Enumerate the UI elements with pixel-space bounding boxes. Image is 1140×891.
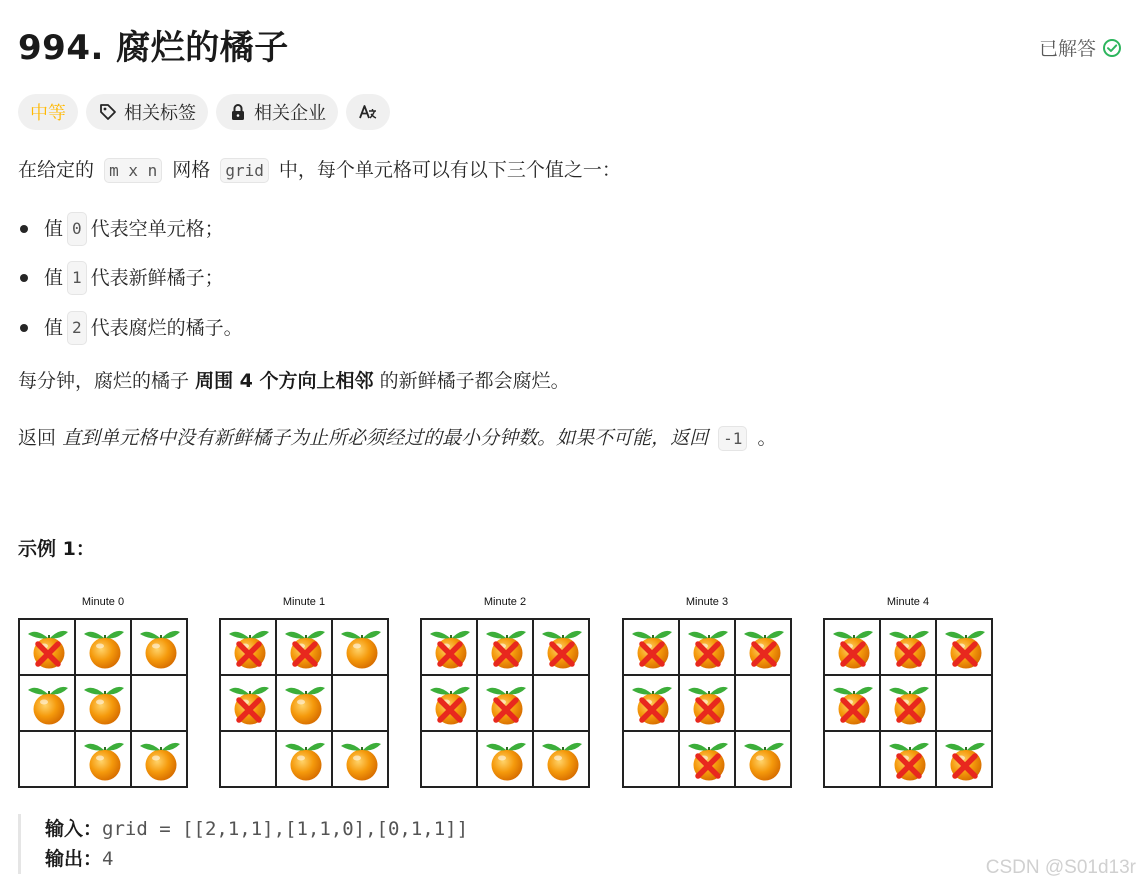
rotten-orange-cell	[824, 619, 880, 675]
solved-label: 已解答	[1038, 38, 1096, 60]
list-item	[18, 311, 243, 345]
code-minus-one: -1	[718, 426, 747, 451]
rotten-orange-cell	[623, 675, 679, 731]
fresh-orange-cell	[477, 731, 533, 787]
rotten-orange-cell	[623, 619, 679, 675]
bullet-dot	[20, 324, 28, 332]
minute-label: Minute 3	[685, 596, 729, 608]
rule-bold-text: 周围 4 个方向上相邻	[195, 370, 374, 392]
fresh-orange-cell	[131, 619, 187, 675]
fresh-orange-cell	[75, 619, 131, 675]
empty-cell	[421, 731, 477, 787]
rotten-orange-cell	[477, 675, 533, 731]
empty-cell	[19, 731, 75, 787]
minute-label: Minute 2	[483, 596, 527, 608]
orange-grid	[18, 618, 188, 788]
empty-cell	[131, 675, 187, 731]
empty-cell	[824, 731, 880, 787]
tag-icon	[98, 102, 118, 122]
intro-text-mid: 网格	[172, 159, 211, 181]
rotten-orange-cell	[679, 619, 735, 675]
return-text: 返回	[18, 427, 57, 449]
output-value: 4	[102, 848, 114, 870]
fresh-orange-cell	[75, 675, 131, 731]
return-italic-text: 直到单元格中没有新鲜橘子为止所必须经过的最小分钟数。如果不可能，返回	[62, 427, 709, 449]
fresh-orange-cell	[276, 675, 332, 731]
rotten-orange-cell	[19, 619, 75, 675]
fresh-orange-cell	[332, 731, 388, 787]
fresh-orange-cell	[332, 619, 388, 675]
watermark: CSDN @S01d13r	[985, 857, 1136, 878]
rotten-orange-cell	[679, 731, 735, 787]
rotten-orange-cell	[880, 731, 936, 787]
fresh-orange-cell	[19, 675, 75, 731]
code-grid: grid	[220, 158, 269, 183]
input-label: 输入：	[45, 818, 103, 840]
orange-grid	[420, 618, 590, 788]
rule-text-post: 的新鲜橘子都会腐烂。	[379, 370, 570, 392]
empty-cell	[735, 675, 791, 731]
rotten-orange-cell	[936, 731, 992, 787]
bullet-text: 代表腐烂的橘子。	[90, 317, 243, 339]
rotten-orange-cell	[880, 619, 936, 675]
bullet-code: 2	[67, 311, 87, 345]
bullet-text: 代表空单元格；	[90, 218, 224, 240]
problem-title: 994. 腐烂的橘子	[18, 28, 289, 68]
bullet-text: 值	[44, 218, 64, 240]
related-companies-label: 相关企业	[254, 103, 326, 124]
minute-panel	[622, 594, 792, 788]
return-text-post: 。	[757, 427, 777, 449]
empty-cell	[936, 675, 992, 731]
bullet-text: 值	[44, 267, 64, 289]
orange-grid	[622, 618, 792, 788]
fresh-orange-cell	[735, 731, 791, 787]
example-title: 示例 1：	[18, 538, 95, 560]
check-circle-icon	[1102, 38, 1122, 58]
orange-grid	[823, 618, 993, 788]
bullet-text: 值	[44, 317, 64, 339]
empty-cell	[623, 731, 679, 787]
related-tags-button[interactable]	[86, 94, 208, 130]
tag-bar	[18, 94, 390, 130]
bullet-code: 1	[67, 261, 87, 295]
output-label: 输出：	[45, 848, 103, 870]
output-line	[45, 844, 468, 874]
rotten-orange-cell	[220, 675, 276, 731]
related-tags-label: 相关标签	[124, 103, 196, 124]
rotten-orange-cell	[936, 619, 992, 675]
rotten-orange-cell	[533, 619, 589, 675]
rotten-orange-cell	[421, 619, 477, 675]
fresh-orange-cell	[533, 731, 589, 787]
return-paragraph	[18, 424, 776, 453]
fresh-orange-cell	[276, 731, 332, 787]
bullet-text: 代表新鲜橘子；	[90, 267, 224, 289]
list-item	[18, 212, 224, 246]
bullet-dot	[20, 225, 28, 233]
rotten-orange-cell	[679, 675, 735, 731]
bullet-dot	[20, 274, 28, 282]
empty-cell	[220, 731, 276, 787]
translate-button[interactable]	[346, 94, 390, 130]
lock-icon	[228, 102, 248, 122]
rotten-orange-cell	[824, 675, 880, 731]
minute-panel	[18, 594, 188, 788]
minute-panel	[420, 594, 590, 788]
empty-cell	[533, 675, 589, 731]
translate-icon	[358, 102, 378, 122]
empty-cell	[332, 675, 388, 731]
bullet-code: 0	[67, 212, 87, 246]
fresh-orange-cell	[75, 731, 131, 787]
rotten-orange-cell	[276, 619, 332, 675]
solved-status[interactable]	[1039, 34, 1122, 61]
rule-paragraph	[18, 367, 570, 395]
minute-label: Minute 4	[886, 596, 930, 608]
fresh-orange-cell	[131, 731, 187, 787]
related-companies-button[interactable]	[216, 94, 338, 130]
rotten-orange-cell	[880, 675, 936, 731]
list-item	[18, 261, 224, 295]
minute-panel	[823, 594, 993, 788]
title-row	[18, 26, 1122, 70]
rotten-orange-cell	[735, 619, 791, 675]
rotten-orange-cell	[477, 619, 533, 675]
code-m-x-n: m x n	[104, 158, 162, 183]
difficulty-badge[interactable]: 中等	[18, 94, 78, 130]
intro-paragraph	[18, 156, 621, 185]
orange-grid	[219, 618, 389, 788]
input-line	[45, 814, 468, 844]
intro-text: 在给定的	[18, 159, 95, 181]
rotten-orange-cell	[220, 619, 276, 675]
example-io-block	[18, 814, 468, 874]
intro-text-post: 中，每个单元格可以有以下三个值之一：	[278, 159, 621, 181]
minute-label: Minute 1	[282, 596, 326, 608]
minute-label: Minute 0	[81, 596, 125, 608]
rotten-orange-cell	[421, 675, 477, 731]
input-value: grid = [[2,1,1],[1,1,0],[0,1,1]]	[102, 818, 469, 840]
minute-panel	[219, 594, 389, 788]
rule-text: 每分钟，腐烂的橘子	[18, 370, 190, 392]
